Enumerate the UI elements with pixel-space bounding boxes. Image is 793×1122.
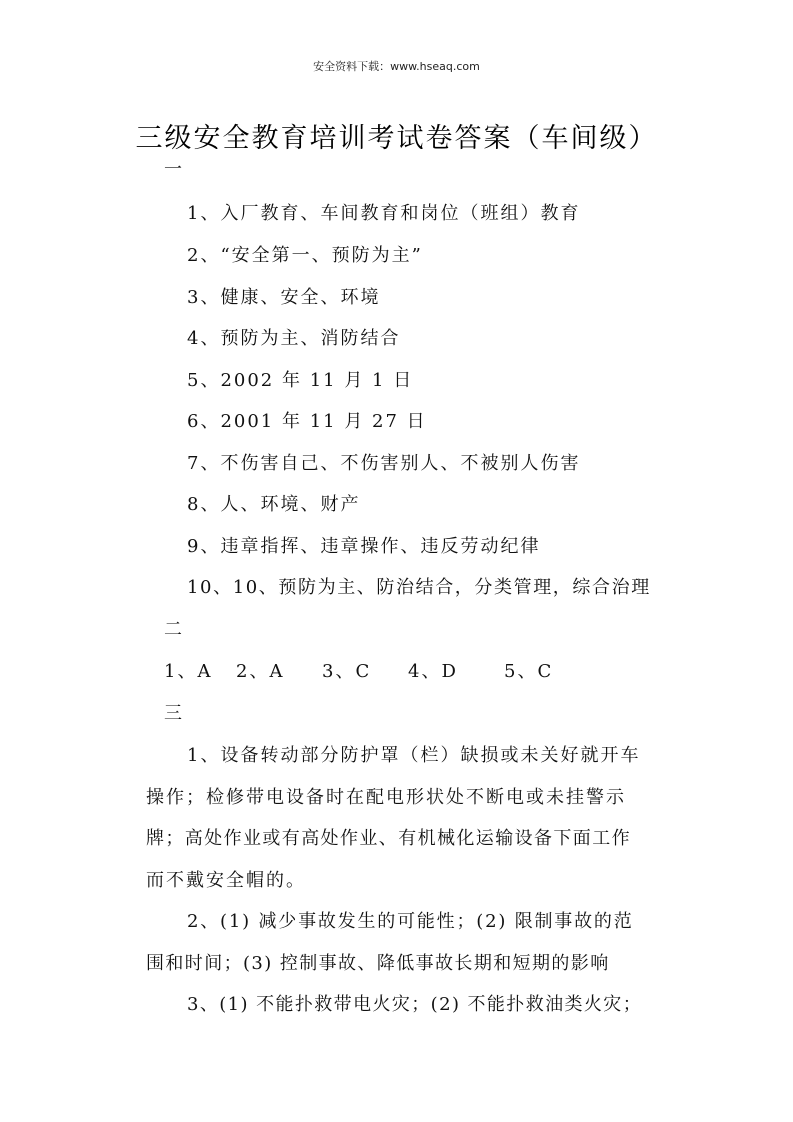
- answer-1-8: 8、人、环境、财产: [187, 494, 361, 515]
- answer-1-2: 2、“安全第一、预防为主”: [187, 245, 423, 266]
- answer-3-2-line-2: 围和时间；(3) 控制事故、降低事故长期和短期的影响: [146, 953, 610, 974]
- answer-1-5: 5、2002 年 11 月 1 日: [187, 370, 414, 391]
- answer-3-2-line-1: 2、(1) 减少事故发生的可能性；(2) 限制事故的范: [187, 911, 634, 932]
- answer-1-4: 4、预防为主、消防结合: [187, 328, 401, 349]
- answer-1-9: 9、违章指挥、违章操作、违反劳动纪律: [187, 536, 541, 557]
- section-3-heading: 三: [164, 703, 184, 724]
- document-title: 三级安全教育培训考试卷答案（车间级）: [135, 123, 658, 154]
- answer-1-10: 10、10、预防为主、防治结合，分类管理，综合治理: [187, 577, 651, 598]
- answer-3-1-line-1: 1、设备转动部分防护罩（栏）缺损或未关好就开车: [187, 745, 641, 766]
- answer-3-1-line-3: 牌；高处作业或有高处作业、有机械化运输设备下面工作: [146, 828, 631, 849]
- answer-3-1-line-4: 而不戴安全帽的。: [146, 870, 306, 891]
- choice-answer: 5、C: [504, 661, 554, 682]
- choice-answer: 4、D: [408, 661, 458, 682]
- choice-answer: 1、A: [164, 661, 213, 682]
- section-1-heading: 一: [164, 159, 184, 180]
- page-header: 安全资料下载：www.hseaq.com: [313, 60, 480, 73]
- answer-3-3-line-1: 3、(1) 不能扑救带电火灾；(2) 不能扑救油类火灾；: [187, 994, 643, 1015]
- section-2-heading: 二: [164, 619, 184, 640]
- choice-answer: 2、A: [236, 661, 285, 682]
- answer-3-1-line-2: 操作；检修带电设备时在配电形状处不断电或未挂警示: [146, 787, 626, 808]
- answer-1-1: 1、入厂教育、车间教育和岗位（班组）教育: [187, 203, 581, 224]
- choice-answer: 3、C: [322, 661, 372, 682]
- answer-1-3: 3、健康、安全、环境: [187, 287, 381, 308]
- answer-1-7: 7、不伤害自己、不伤害别人、不被别人伤害: [187, 453, 581, 474]
- answer-1-6: 6、2001 年 11 月 27 日: [187, 411, 427, 432]
